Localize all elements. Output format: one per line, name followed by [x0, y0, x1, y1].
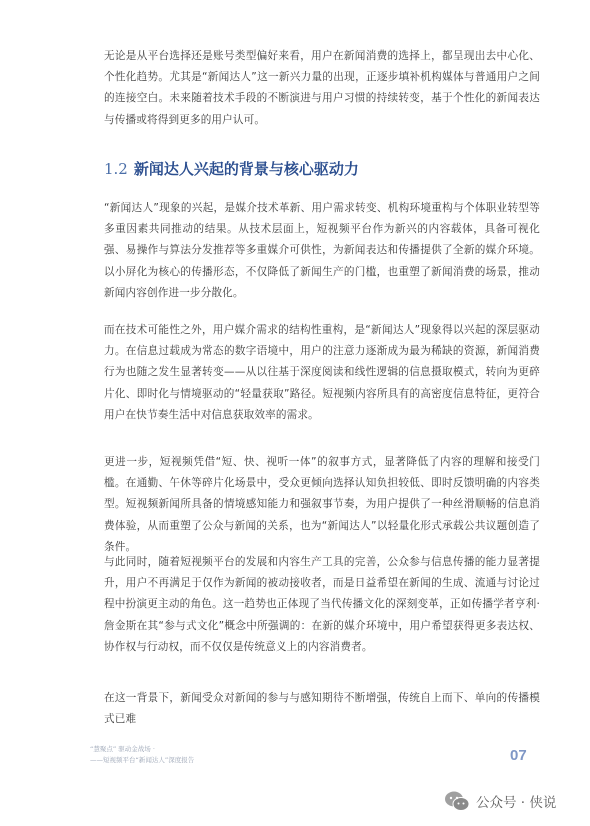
watermark: [444, 790, 556, 812]
page-number: 07: [510, 747, 527, 764]
body-paragraph: 而在技术可能性之外，用户媒介需求的结构性重构，是“新闻达人”现象得以兴起的深层驱动力。在信息过载成为常态的数字语境中，用户的注意力逐渐成为最为稀缺的资源，新闻消费行为也随之发生显著转变——从以往基于深度阅读和线性逻辑的信息摄取模式，转向为更碎片化、即时化与情境驱动的“轻量获取”路径。短视频内容所具有的高密度信息特征，更符合用户在快节奏生活中对信息获取效率的需求。: [104, 324, 540, 421]
footer-line-1: “慧聚点” 驱动金战场 ·: [90, 745, 155, 753]
wechat-official-account-icon: [444, 790, 470, 812]
section-number: 1.2: [104, 160, 128, 178]
intro-paragraph: 无论是从平台选择还是账号类型偏好来看，用户在新闻消费的选择上，都呈现出去中心化、个性化趋势。尤其是“新闻达人”这一新兴力量的出现，正逐步填补机构媒体与普通用户之间的连接空白。未来随着技术手段的不断演进与用户习惯的持续转变，基于个性化的新闻表达与传播或将得到更多的用户认可。: [104, 50, 540, 126]
body-paragraph: “新闻达人”现象的兴起，是媒介技术革新、用户需求转变、机构环境重构与个体职业转型等多重因素共同推动的结果。从技术层面上，短视频平台作为新兴的内容载体，具备可视化强、易操作与算法分发推荐等多重媒介可供性，为新闻表达和传播提供了全新的媒介环境。以小屏化为核心的传播形态，不仅降低了新闻生产的门槛，也重塑了新闻消费的场景，推动新闻内容创作进一步分散化。: [104, 202, 540, 299]
watermark-text: 公众号 · 侠说: [476, 795, 557, 811]
body-paragraph: 更进一步，短视频凭借“短、快、视听一体”的叙事方式，显著降低了内容的理解和接受门槛。在通勤、午休等碎片化场景中，受众更倾向选择认知负担较低、即时反馈明确的内容类型。短视频新闻所具备的情境感知能力和强叙事节奏，为用户提供了一种丝滑顺畅的信息消费体验，从而重塑了公众与新闻的关系，也为“新闻达人”以轻量化形式承载公共议题创造了条件。: [104, 456, 540, 553]
body-paragraph: 在这一背景下，新闻受众对新闻的参与与感知期待不断增强，传统自上而下、单向的传播模式已难: [104, 692, 540, 726]
section-heading: [104, 158, 359, 180]
section-title: 新闻达人兴起的背景与核心驱动力: [133, 160, 359, 178]
footer-line-2: ——短视频平台“新闻达人”深度报告: [90, 756, 195, 764]
body-paragraph: 与此同时，随着短视频平台的发展和内容生产工具的完善，公众参与信息传播的能力显著提升，用户不再满足于仅作为新闻的被动接收者，而是日益希望在新闻的生成、流通与讨论过程中扮演更主动的角色。这一趋势也正体现了当代传播文化的深刻变革，正如传播学者亨利·詹金斯在其“参与式文化”概念中所强调的：在新的媒介环境中，用户希望获得更多表达权、协作权与行动权，而不仅仅是传统意义上的内容消费者。: [104, 556, 540, 653]
report-footer: [90, 744, 194, 766]
